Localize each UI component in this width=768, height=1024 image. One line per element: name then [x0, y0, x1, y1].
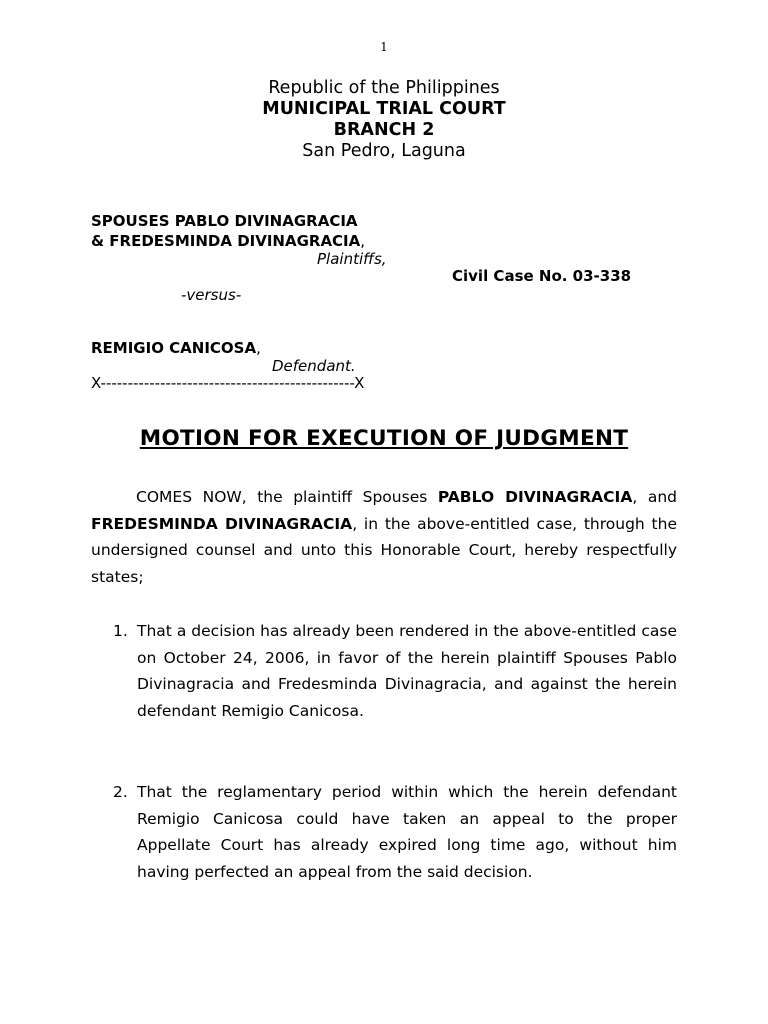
- plaintiff-name-line-2: [91, 232, 681, 250]
- document-title: MOTION FOR EXECUTION OF JUDGMENT: [139, 426, 629, 451]
- intro-paragraph: [91, 484, 677, 591]
- versus-label: -versus-: [181, 286, 242, 304]
- plaintiff-comma: ,: [360, 232, 366, 250]
- republic-line: Republic of the Philippines: [268, 78, 500, 98]
- intro-text-2: , and: [632, 488, 677, 506]
- plaintiff-name-1: SPOUSES PABLO DIVINAGRACIA: [91, 212, 358, 230]
- item-text: That the reglamentary period within which the herein defendant Remigio Canicosa could have taken an appeal to the proper Appellate Court has already expired long time ago, without him having perfected an appeal from the said decision.: [137, 783, 677, 882]
- caption-separator: X-----------------------------------------------X: [91, 374, 365, 392]
- defendant-name: REMIGIO CANICOSA: [91, 339, 257, 357]
- item-number: 2.: [113, 783, 128, 801]
- court-name: MUNICIPAL TRIAL COURT: [262, 99, 506, 119]
- item-number: 1.: [113, 622, 128, 640]
- numbered-item: [113, 618, 677, 725]
- defendant-comma: ,: [256, 339, 261, 357]
- plaintiff-name-line-1: [91, 212, 681, 230]
- branch-line: BRANCH 2: [333, 120, 435, 140]
- numbered-item: [113, 779, 677, 886]
- court-location: San Pedro, Laguna: [302, 141, 466, 161]
- intro-text-1: COMES NOW, the plaintiff Spouses: [136, 488, 438, 506]
- item-text: That a decision has already been rendered in the above-entitled case on October 24, 2006, in favor of the herein plaintiff Spouses Pablo Divinagracia and Fredesminda Divinagracia, and against the herein defendant Remigio Canicosa.: [137, 622, 677, 721]
- case-number: Civil Case No. 03-338: [452, 267, 632, 285]
- defendant-label: Defendant.: [272, 357, 356, 375]
- page-number: 1: [380, 40, 388, 54]
- court-header: [0, 78, 768, 162]
- plaintiffs-label: Plaintiffs,: [317, 250, 387, 268]
- plaintiff-bold-2: FREDESMINDA DIVINAGRACIA: [91, 514, 353, 533]
- plaintiff-bold-1: PABLO DIVINAGRACIA: [437, 488, 633, 506]
- intro-text-3: , in the above-entitled case, through the undersigned counsel and unto this Honorable Court, hereby respectfully states;: [91, 514, 677, 587]
- defendant-name-line: [91, 339, 681, 357]
- plaintiff-name-2: & FREDESMINDA DIVINAGRACIA: [91, 232, 361, 250]
